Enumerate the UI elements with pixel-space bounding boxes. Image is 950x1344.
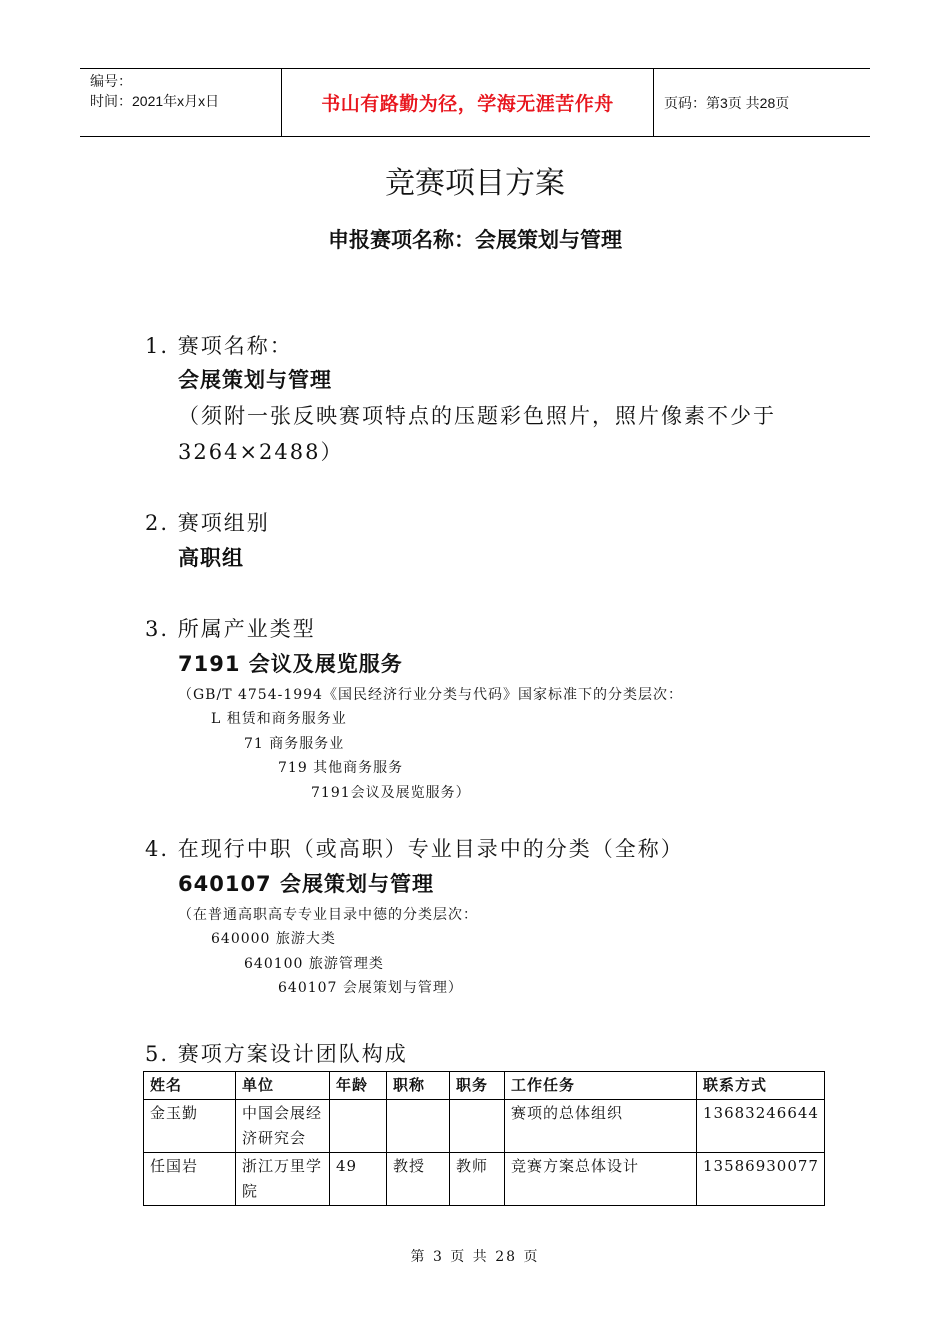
section-3-note: （GB/T 4754-1994《国民经济行业分类与代码》国家标准下的分类层次：	[178, 687, 683, 703]
number-label: 编号：	[90, 73, 132, 89]
section-5-heading: 5. 赛项方案设计团队构成	[145, 1042, 408, 1066]
section-1-note-line1: （须附一张反映赛项特点的压题彩色照片，照片像素不少于	[178, 404, 776, 428]
table-header-cell: 单位	[236, 1072, 330, 1100]
table-cell	[450, 1100, 505, 1153]
table-cell: 金玉勤	[144, 1100, 236, 1153]
page-header	[80, 68, 870, 137]
section-4-level: 640107 会展策划与管理）	[278, 980, 463, 996]
section-1-note-line2: 3264×2488）	[178, 440, 344, 464]
section-4-level: 640100 旅游管理类	[244, 956, 384, 972]
table-cell: 赛项的总体组织	[505, 1100, 697, 1153]
table-cell: 任国岩	[144, 1153, 236, 1206]
document-subtitle: 申报赛项名称：会展策划与管理	[328, 228, 622, 252]
table-cell: 13586930077	[697, 1153, 825, 1206]
table-header-cell: 联系方式	[697, 1072, 825, 1100]
header-meta	[80, 69, 281, 136]
section-1-heading: 1. 赛项名称：	[145, 334, 293, 358]
section-3-value: 7191 会议及展览服务	[178, 652, 403, 676]
section-2-heading: 2. 赛项组别	[145, 511, 270, 535]
table-header-cell: 职称	[387, 1072, 450, 1100]
table-cell	[387, 1100, 450, 1153]
table-cell: 竞赛方案总体设计	[505, 1153, 697, 1206]
table-header-row	[144, 1072, 825, 1100]
header-page-label: 页码：第3页 共28页	[664, 94, 790, 111]
section-1-name: 会展策划与管理	[178, 368, 332, 392]
table-row	[144, 1100, 825, 1153]
section-2-value: 高职组	[178, 546, 244, 570]
page-footer: 第 3 页 共 28 页	[410, 1249, 540, 1265]
table-header-cell: 工作任务	[505, 1072, 697, 1100]
section-3-level: 719 其他商务服务	[278, 760, 404, 776]
section-4-level: 640000 旅游大类	[211, 931, 336, 947]
section-3-level: L 租赁和商务服务业	[211, 711, 347, 727]
section-4-heading: 4. 在现行中职（或高职）专业目录中的分类（全称）	[145, 837, 684, 861]
table-header-cell: 职务	[450, 1072, 505, 1100]
team-table	[143, 1071, 825, 1206]
section-4-note: （在普通高职高专专业目录中德的分类层次：	[178, 907, 478, 923]
header-motto: 书山有路勤为径，学海无涯苦作舟	[281, 69, 654, 136]
table-cell: 教师	[450, 1153, 505, 1206]
document-title: 竞赛项目方案	[385, 166, 565, 201]
table-cell: 49	[330, 1153, 387, 1206]
section-4-value: 640107 会展策划与管理	[178, 872, 434, 896]
section-3-heading: 3. 所属产业类型	[145, 617, 316, 641]
table-cell: 浙江万里学院	[236, 1153, 330, 1206]
table-cell: 教授	[387, 1153, 450, 1206]
table-header-cell: 姓名	[144, 1072, 236, 1100]
table-cell: 13683246644	[697, 1100, 825, 1153]
table-cell	[330, 1100, 387, 1153]
section-3-level: 7191会议及展览服务）	[311, 785, 471, 801]
section-3-level: 71 商务服务业	[244, 736, 345, 752]
table-cell: 中国会展经济研究会	[236, 1100, 330, 1153]
date-label: 时间：2021年x月x日	[90, 93, 220, 109]
table-row	[144, 1153, 825, 1206]
table-header-cell: 年龄	[330, 1072, 387, 1100]
